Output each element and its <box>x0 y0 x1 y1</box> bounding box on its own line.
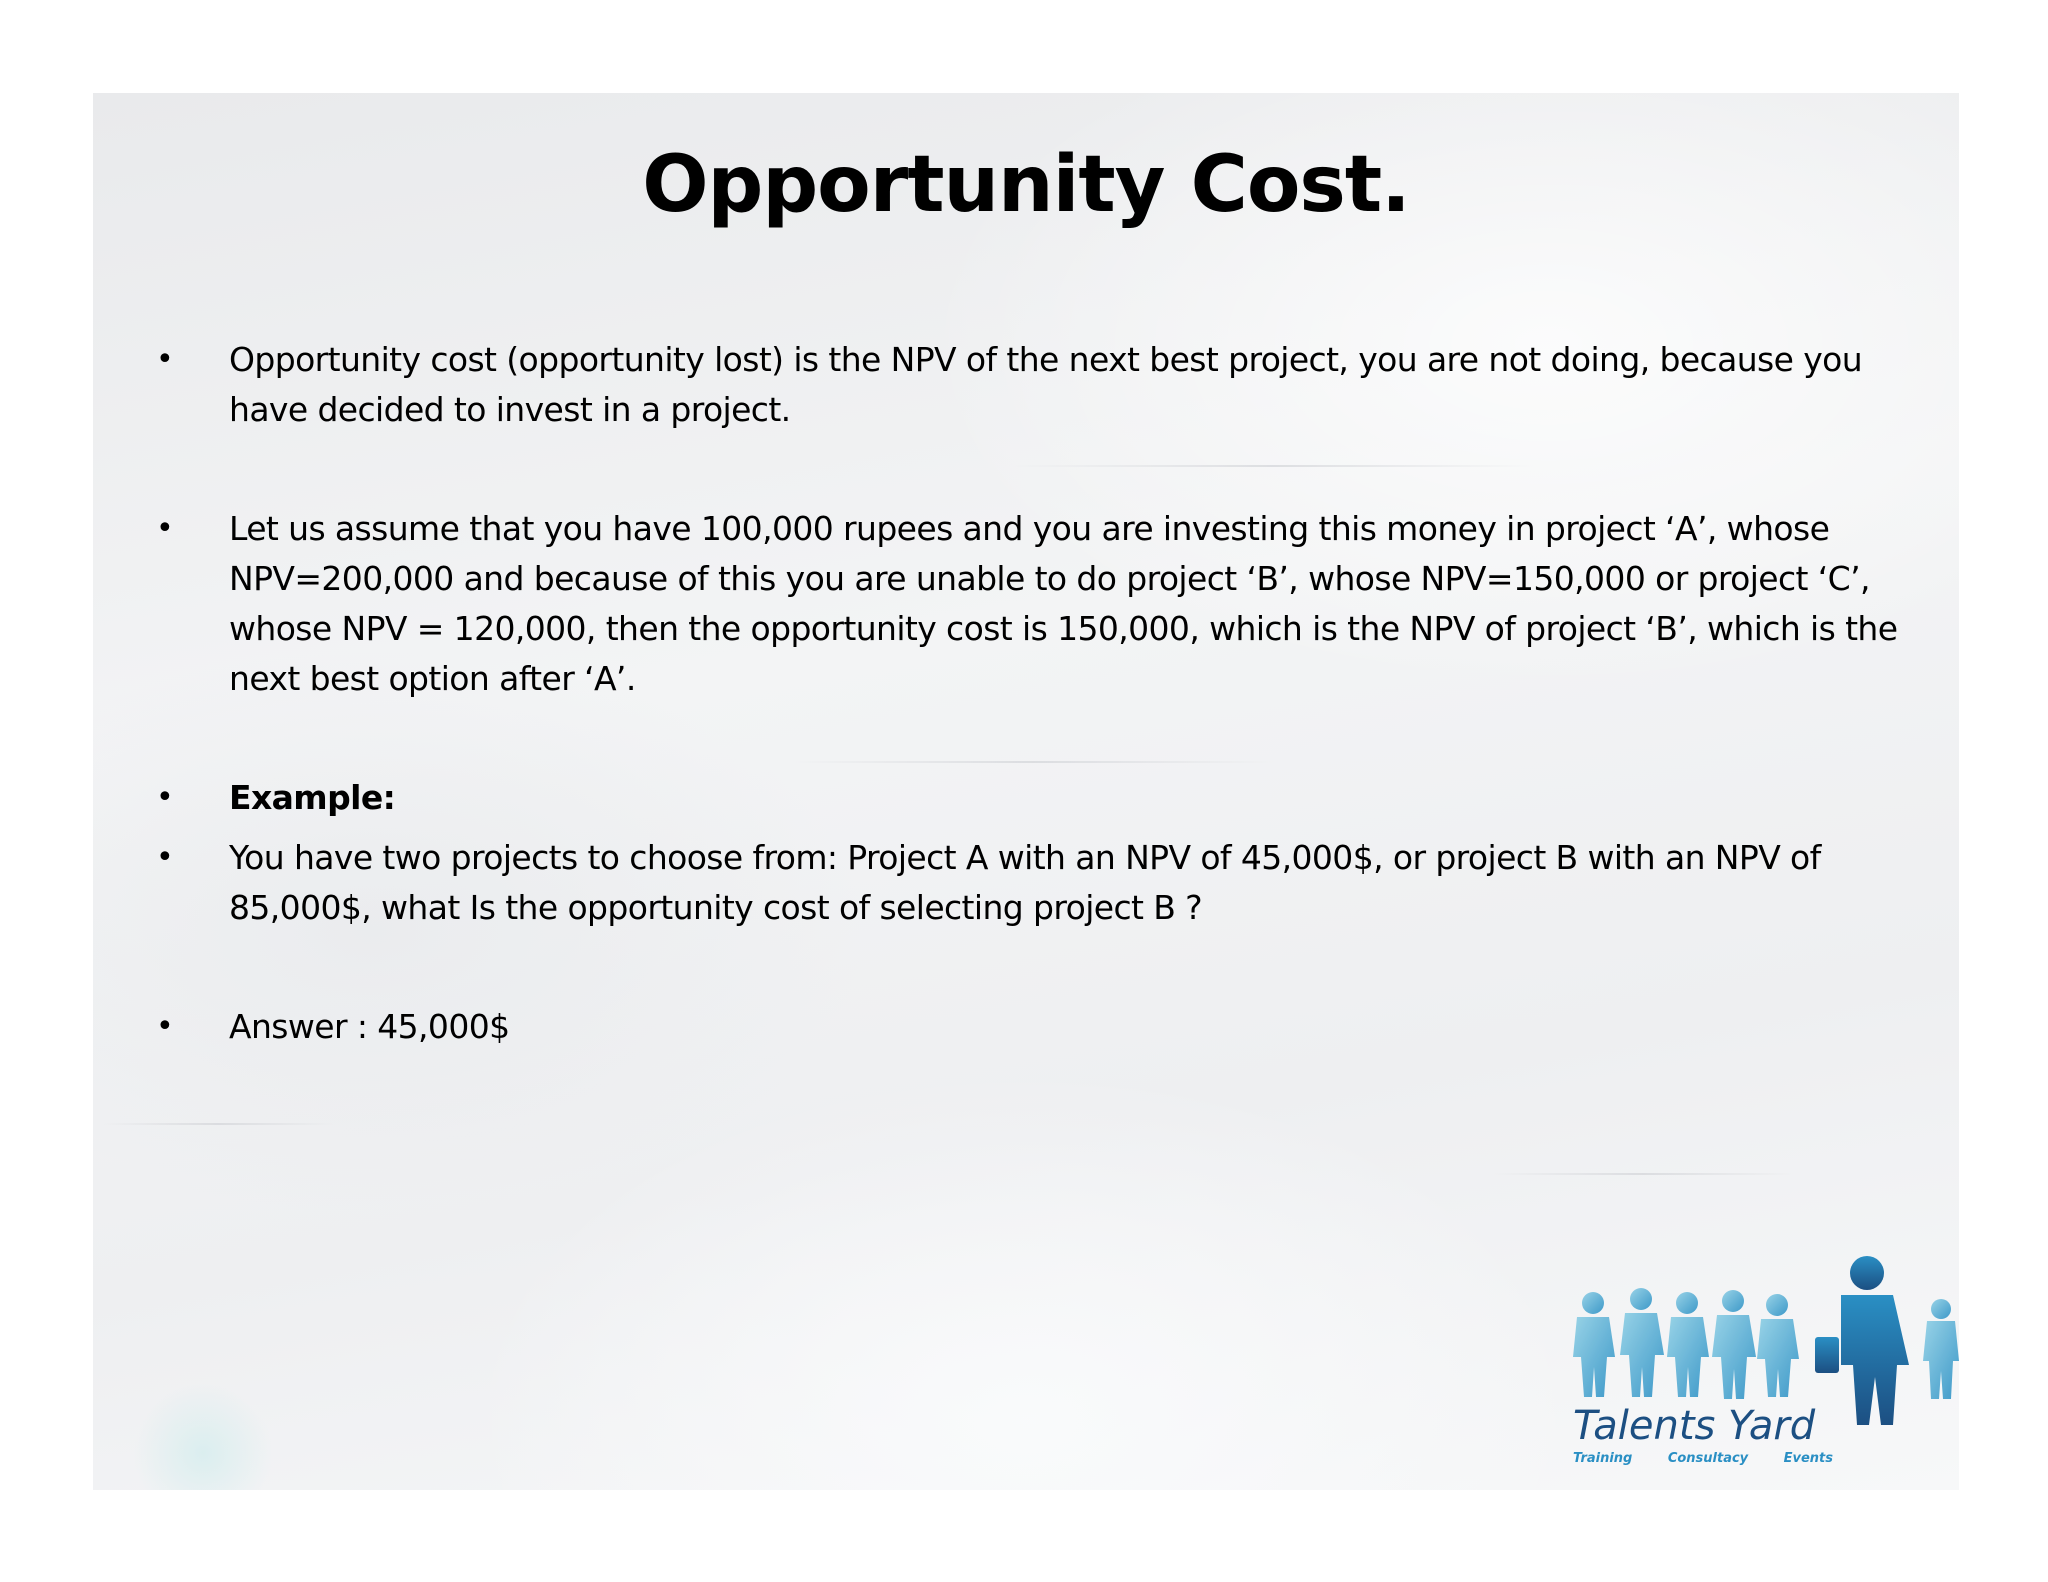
tagline-events: Events <box>1783 1451 1833 1466</box>
bullet-item <box>93 504 1959 704</box>
logo-tagline <box>1573 1451 1833 1466</box>
slide-title: Opportunity Cost. <box>642 140 1410 230</box>
bullet-item <box>93 833 1959 933</box>
bullet-icon: • <box>156 511 174 546</box>
tagline-training: Training <box>1573 1451 1633 1466</box>
texture-streak <box>1493 1173 1793 1175</box>
texture-streak <box>103 1123 333 1125</box>
bullet-item <box>93 335 1959 435</box>
texture-glow <box>133 1383 273 1490</box>
slide <box>93 93 1959 1490</box>
answer-text: Answer : 45,000$ <box>229 1007 510 1046</box>
logo-name: Talents Yard <box>1573 1403 1816 1449</box>
example-heading: Example: <box>229 778 396 817</box>
bullet-item <box>93 1002 1959 1052</box>
bullet-item <box>93 773 1959 823</box>
bullet-icon: • <box>156 780 174 815</box>
bullet-icon: • <box>156 840 174 875</box>
talents-yard-logo <box>1563 1253 1959 1490</box>
bullet-icon: • <box>156 1009 174 1044</box>
bullet-list <box>93 335 1959 1052</box>
bullet-text: Let us assume that you have 100,000 rupees and you are investing this money in project ‘A’, whose NPV=200,000 and because of this you are unable to do project ‘B’, whose NPV=150,000 or project ‘C’, whose NPV = 120,000, then the opportunity cost is 150,000, which is the NPV of project ‘B’, which is the next best option after ‘A’. <box>229 509 1898 698</box>
bullet-icon: • <box>156 342 174 377</box>
tagline-consultacy: Consultacy <box>1667 1451 1749 1466</box>
bullet-text: You have two projects to choose from: Project A with an NPV of 45,000$, or project B with an NPV of 85,000$, what Is the opportunity cost of selecting project B ? <box>229 838 1821 927</box>
bullet-text: Opportunity cost (opportunity lost) is the NPV of the next best project, you are not doing, because you have decided to invest in a project. <box>229 340 1863 429</box>
